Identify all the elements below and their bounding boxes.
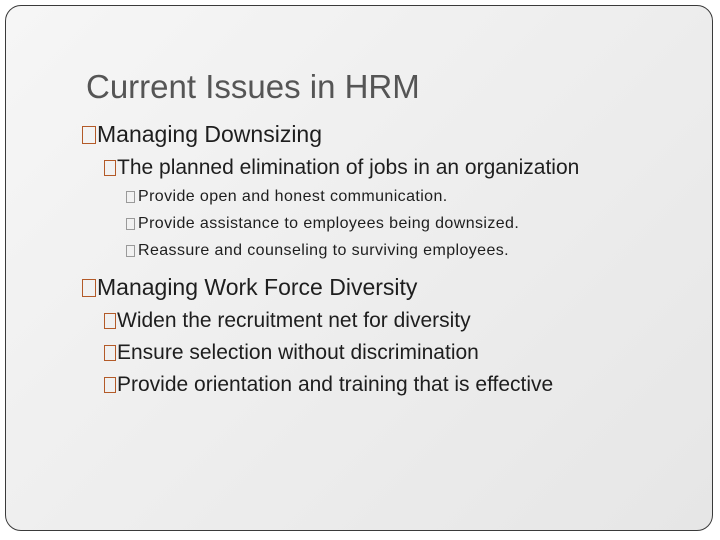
slide-frame	[5, 5, 713, 531]
bullet-item-text: Ensure selection without discrimination	[117, 341, 479, 364]
section-heading-downsizing	[82, 121, 322, 148]
square-bullet-icon	[104, 345, 116, 361]
sub-bullet-text: Reassure and counseling to surviving employees.	[138, 242, 509, 259]
slide-title: Current Issues in HRM	[86, 68, 420, 105]
sub-bullet-text: Provide assistance to employees being downsized.	[138, 215, 520, 232]
square-bullet-icon	[126, 191, 135, 203]
square-bullet-icon	[104, 160, 116, 176]
section-heading-text: Managing Downsizing	[97, 121, 323, 147]
square-bullet-icon	[82, 126, 96, 144]
bullet-item	[104, 309, 471, 333]
sub-bullet-item	[126, 188, 448, 206]
square-bullet-icon	[126, 218, 135, 230]
bullet-item	[104, 373, 553, 397]
square-bullet-icon	[82, 279, 96, 297]
square-bullet-icon	[104, 313, 116, 329]
bullet-item-text: The planned elimination of jobs in an organization	[117, 156, 580, 179]
section-heading-diversity	[82, 274, 417, 301]
bullet-item-text: Widen the recruitment net for diversity	[117, 309, 471, 332]
bullet-item	[104, 156, 579, 180]
square-bullet-icon	[104, 377, 116, 393]
sub-bullet-item	[126, 242, 509, 260]
sub-bullet-text: Provide open and honest communication.	[138, 188, 448, 205]
bullet-item-text: Provide orientation and training that is effective	[117, 373, 554, 396]
section-heading-text: Managing Work Force Diversity	[97, 274, 418, 300]
sub-bullet-item	[126, 215, 519, 233]
bullet-item	[104, 341, 479, 365]
square-bullet-icon	[126, 245, 135, 257]
